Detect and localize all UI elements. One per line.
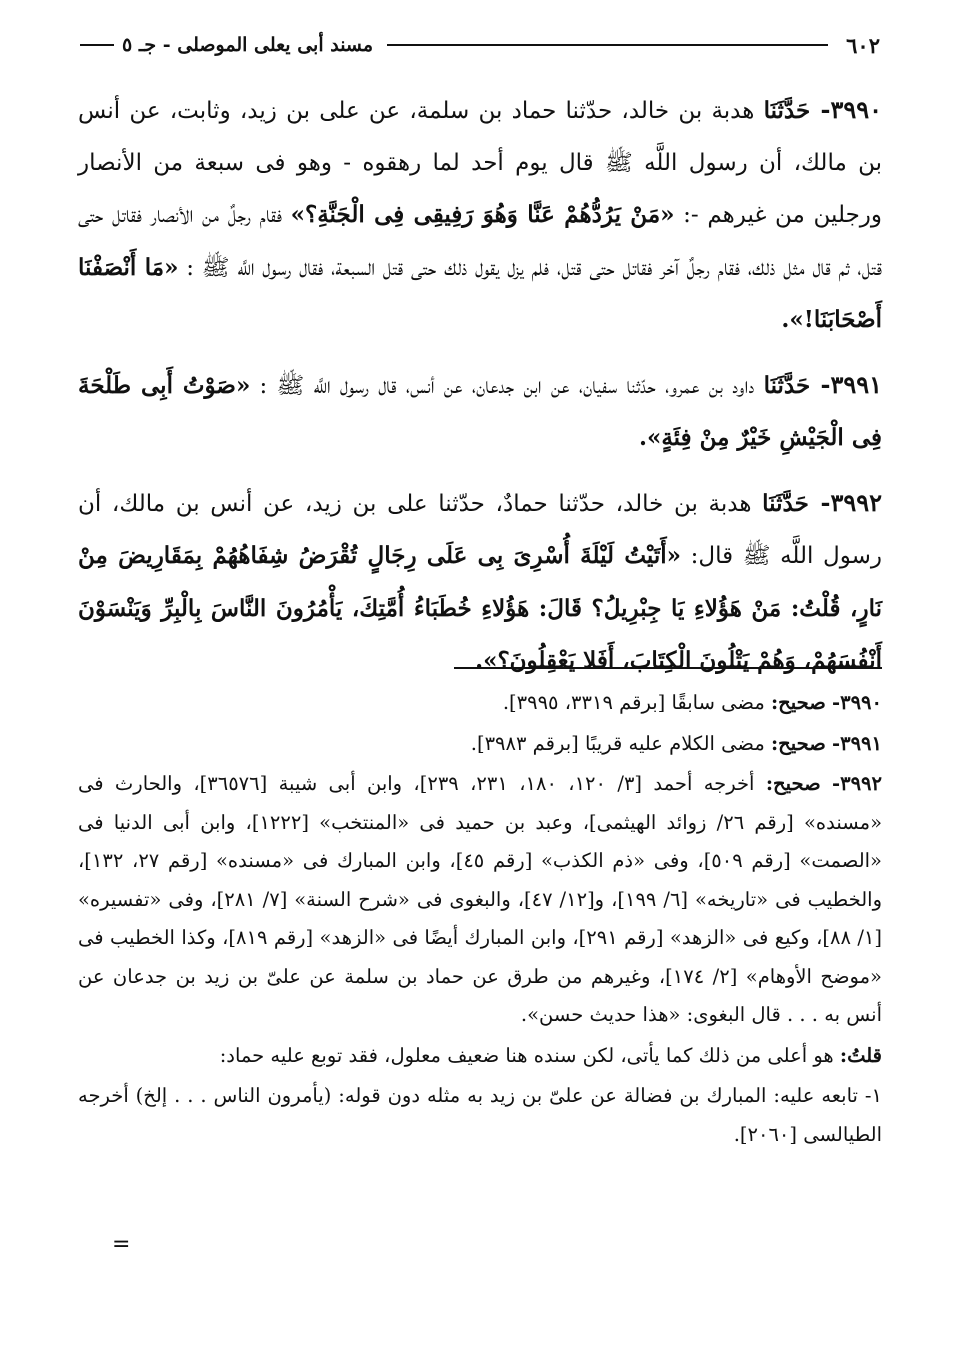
hadith-3990: ٣٩٩٠- حَدَّثَنَا هدبة بن خالد، حدّثنا حماد بن سلمة، عن على بن زيد، وثابت، عن أنس بن مالك، أن رسول اللَّه ﷺ قال يوم أحد لما رهقوه - وهو فى سبعة من الأنصار ورجلين من غيرهم -: «مَنْ يَرُدُّهُمْ عَنَّا وَهُوَ رَفِيقِى فِى الْجَنَّةِ؟» فقام رجلٌ من الأنصار فقاتل حتى قتل، ثم قال مثل ذلك، فقام رجلٌ آخر فقاتل حتى قتل، فلم يزل يقول ذلك حتى قتل السبعة، فقال رسول اللَّه ﷺ : «مَا أَنْصَفْنَا أَصْحَابَنَا!». xyxy=(78,95,883,333)
editor-note-label: قلتُ: xyxy=(839,1043,882,1067)
footnote-grade: صحيح: xyxy=(770,731,826,755)
hadith-quote: «صَوْتُ أَبِى طَلْحَةَ فِى الْجَيْشِ خَيْرٌ مِنْ فِئَةٍ». xyxy=(78,371,882,451)
hadith-chain: هدبة بن خالد، حدّثنا حمادٌ، حدّثنا على بن زيد، عن أنس بن مالك، أن رسول اللَّه ﷺ قال: xyxy=(78,490,883,569)
footnote-3991 xyxy=(78,725,882,764)
hadith-quote: «مَنْ يَرُدُّهُمْ عَنَّا وَهُوَ رَفِيقِى فِى الْجَنَّةِ؟» xyxy=(290,201,675,228)
hadith-quote: «أَتَيْتُ لَيْلَةَ أُسْرِىَ بِى عَلَى رِجَالٍ تُقْرَضُ شِفَاهُهُمْ بِمَقَارِيضَ مِنْ نَارٍ، قُلْتُ: مَنْ هَؤُلاءِ يَا جِبْرِيلُ؟ قَالَ: هَؤُلاءِ خُطَبَاءُ أُمَّتِكَ، يَأْمُرُونَ النَّاسَ بِالْبِرِّ وَيَنْسَوْنَ أَنْفُسَهُمْ، وَهُمْ يَتْلُونَ الْكِتَابَ، أَفَلا يَعْقِلُونَ؟». xyxy=(78,542,882,674)
hadith-number: ٣٩٩١ xyxy=(830,369,882,399)
follow-up-text: ١- تابعه عليه: المبارك بن فضالة عن علىّ بن زيد به مثله دون قوله: (يأمرون الناس . . . إلخ) أخرجه الطيالسى [٢٠٦٠]. xyxy=(78,1084,882,1146)
footnotes xyxy=(78,684,882,1156)
continuation-mark: = xyxy=(112,1232,131,1257)
header-rule xyxy=(387,44,828,46)
hadith-number: ٣٩٩٠ xyxy=(830,95,882,124)
book-title: مسند أبى يعلى الموصلى - جـ ٥ xyxy=(122,34,374,56)
hadith-chain: داود بن عمرو، حدّثنا سفيان، عن ابن جدعان، عن أنس، قال رسول اللَّه ﷺ : xyxy=(259,372,755,399)
hadith-chain: هدبة بن خالد، حدّثنا حماد بن سلمة، عن على بن زيد، وثابت، عن أنس بن مالك، أن رسول اللَّه ﷺ قال يوم أحد لما رهقوه - وهو فى سبعة من الأنصار ورجلين من غيرهم -: xyxy=(78,98,883,228)
page-number: ٦٠٢ xyxy=(846,32,880,58)
footnote-grade: صحيح: xyxy=(770,691,826,714)
footnote-number: ٣٩٩٢- xyxy=(832,772,883,795)
footnote-number: ٣٩٩١- xyxy=(832,731,882,755)
footnote-text: أخرجه أحمد [٣/ ١٢٠، ١٨٠، ٢٣١، ٢٣٩]، وابن أبى شيبة [٣٦٥٧٦]، والحارث فى «مسنده» [رقم ٢٦/ زوائد الهيثمى]، وعبد بن حميد فى «المنتخب» [١٢٢٢]، وابن أبى الدنيا فى «الصمت» [رقم ٥٠٩]، وفى «ذم الكذب» [رقم ٤٥]، وابن المبارك فى «مسنده» [رقم ٢٧، ١٣٢]، والخطيب فى «تاريخه» [٦/ ١٩٩]، و[١٢/ ٤٧]، والبغوى فى «شرح السنة» [٧/ ٢٨١]، وفى «تفسيره» [١/ ٨٨]، وكيع فى «الزهد» [رقم ٢٩١]، وابن المبارك أيضًا فى «الزهد» [رقم ٨١٩]، وكذا الخطيب فى «موضح الأوهام» [٢/ ١٧٤]، وغيرهم من طرق عن حماد بن سلمة عن علىّ بن زيد بن جدعان عن أنس به . . . قال البغوى: «هذا حديث حسن». xyxy=(78,772,883,1026)
hadith-number: ٣٩٩٢ xyxy=(830,487,883,517)
running-header xyxy=(80,28,880,62)
footnote-separator xyxy=(454,667,882,669)
main-text xyxy=(78,84,882,700)
footnote-3992 xyxy=(78,765,882,1035)
narration-mark: حَدَّثَنَا xyxy=(763,97,811,124)
footnote-number: ٣٩٩٠- xyxy=(832,691,882,714)
hadith-quote: «مَا أَنْصَفْنَا أَصْحَابَنَا!». xyxy=(78,253,882,333)
footnote-grade: صحيح: xyxy=(765,772,821,795)
footnote-text: مضى سابقًا [برقم ٣٣١٩، ٣٩٩٥]. xyxy=(502,691,765,714)
hadith-3992: ٣٩٩٢- حَدَّثَنَا هدبة بن خالد، حدّثنا حمادٌ، حدّثنا على بن زيد، عن أنس بن مالك، أن رسول اللَّه ﷺ قال: «أَتَيْتُ لَيْلَةَ أُسْرِىَ بِى عَلَى رِجَالٍ تُقْرَضُ شِفَاهُهُمْ بِمَقَارِيضَ مِنْ نَارٍ، قُلْتُ: مَنْ هَؤُلاءِ يَا جِبْرِيلُ؟ قَالَ: هَؤُلاءِ خُطَبَاءُ أُمَّتِكَ، يَأْمُرُونَ النَّاسَ بِالْبِرِّ وَيَنْسَوْنَ أَنْفُسَهُمْ، وَهُمْ يَتْلُونَ الْكِتَابَ، أَفَلا يَعْقِلُونَ؟». xyxy=(78,487,883,674)
header-rule-end xyxy=(80,44,114,46)
narration-mark: حَدَّثَنَا xyxy=(762,489,809,517)
footnote-3990 xyxy=(78,684,882,723)
footnote-text: مضى الكلام عليه قريبًا [برقم ٣٩٨٣]. xyxy=(470,731,765,755)
hadith-3991: ٣٩٩١- حَدَّثَنَا داود بن عمرو، حدّثنا سفيان، عن ابن جدعان، عن أنس، قال رسول اللَّه ﷺ : «صَوْتُ أَبِى طَلْحَةَ فِى الْجَيْشِ خَيْرٌ مِنْ فِئَةٍ». xyxy=(78,369,882,451)
narration-mark: حَدَّثَنَا xyxy=(763,371,811,399)
hadith-continuation: فقام رجلٌ من الأنصار فقاتل حتى قتل، ثم قال مثل ذلك، فقام رجلٌ آخر فقاتل حتى قتل، فلم يزل يقول ذلك حتى قتل السبعة، فقال رسول اللَّه ﷺ : xyxy=(78,202,883,281)
follow-up-item xyxy=(78,1077,882,1154)
editor-note-text: هو أعلى من ذلك كما يأتى، لكن سنده هنا ضعيف معلول، فقد توبع عليه حماد: xyxy=(219,1043,834,1067)
editor-note xyxy=(78,1037,882,1076)
